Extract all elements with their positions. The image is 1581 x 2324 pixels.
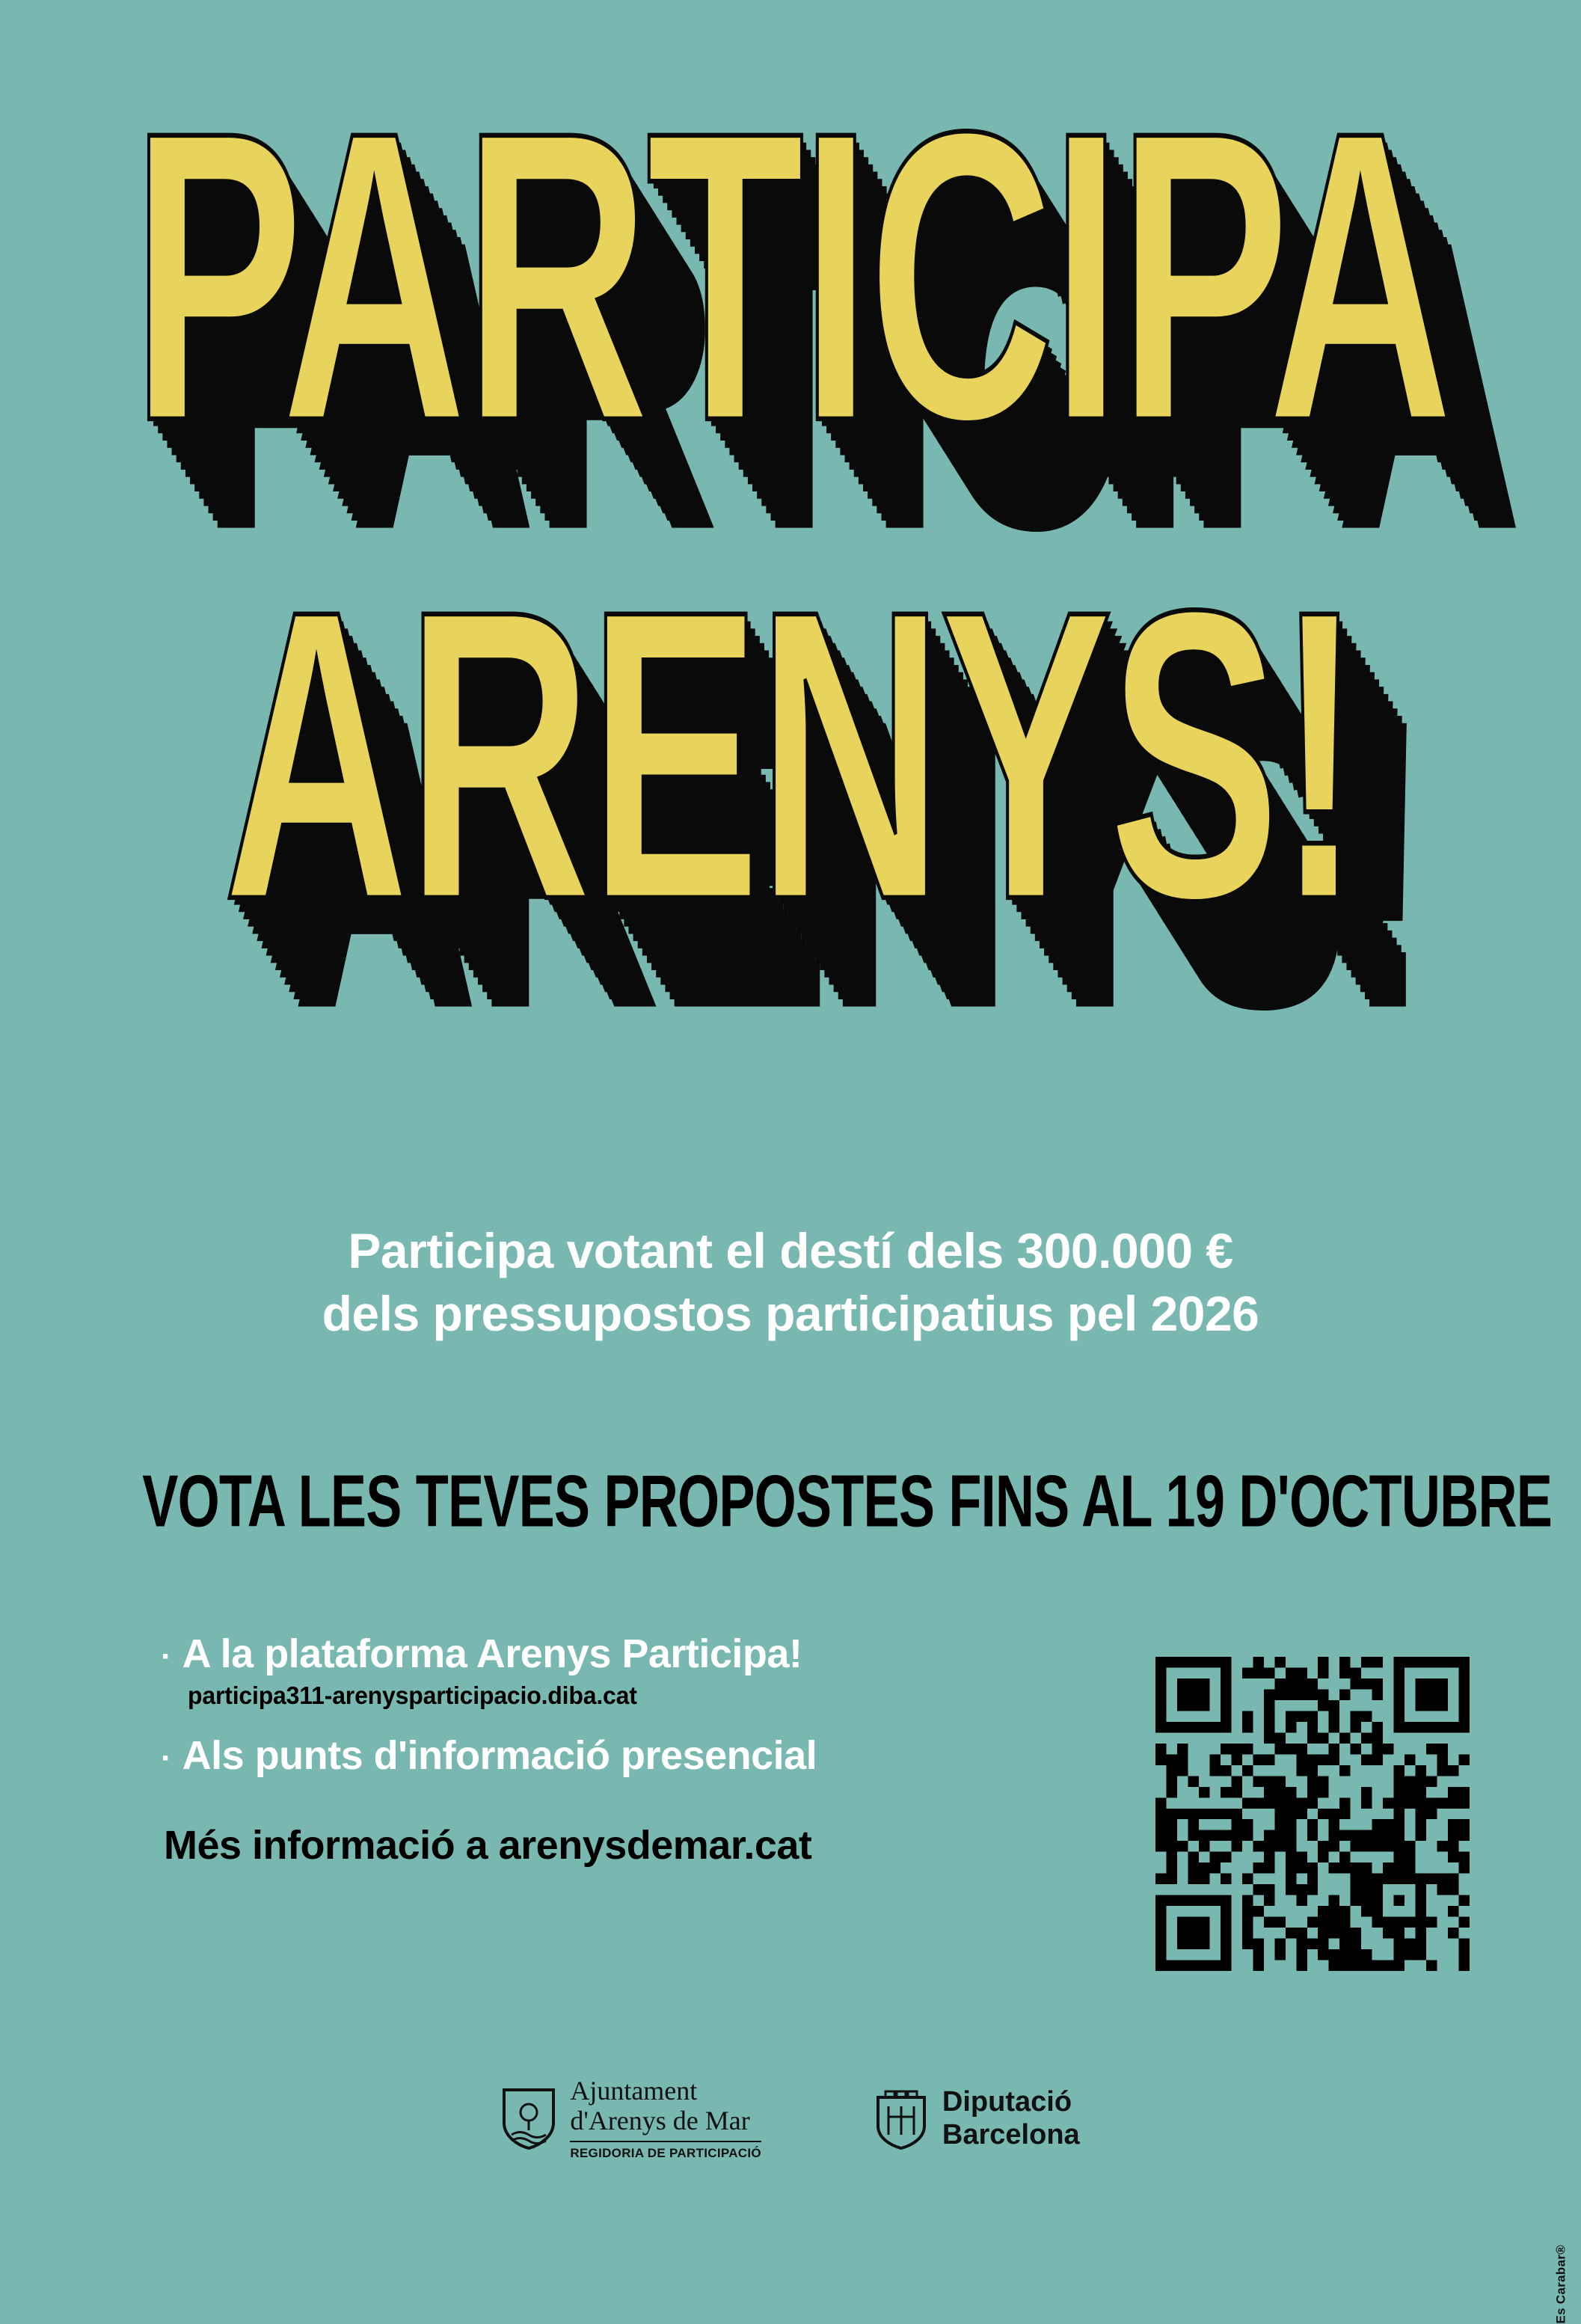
more-info-line: Més informació a arenysdemar.cat: [164, 1823, 812, 1868]
deadline-line: VOTA LES TEVES PROPOSTES FINS AL 19 D'OCTUBRE: [142, 1459, 1553, 1542]
logo-line-1: Ajuntament: [570, 2076, 698, 2106]
channels-block: [161, 1631, 1103, 1868]
subtitle-line-2: dels pressupostos participatius pel 2026: [322, 1286, 1259, 1342]
headline-block: [0, 46, 1581, 1189]
qr-code[interactable]: [1155, 1657, 1470, 1971]
side-credit: Es Carabar®: [1554, 2245, 1568, 2324]
footer-logos: [0, 2076, 1581, 2161]
logo-subline: REGIDORIA DE PARTICIPACIÓ: [570, 2141, 761, 2161]
qr-code-canvas[interactable]: [1155, 1657, 1470, 1971]
subtitle-block: [0, 1219, 1581, 1346]
bullet-icon: ·: [161, 1740, 172, 1776]
diputacio-barcelona-crest-icon: [874, 2087, 929, 2150]
logo-line-2: Barcelona: [942, 2118, 1080, 2150]
bullet-icon: ·: [161, 1638, 172, 1675]
logo-line-2: d'Arenys de Mar: [570, 2106, 750, 2136]
logo-ajuntament-text: [570, 2076, 761, 2161]
logo-diputacio-text: [942, 2085, 1080, 2151]
list-item: [161, 1732, 1103, 1779]
arenys-de-mar-crest-icon: [501, 2087, 556, 2150]
headline-line-2: ARENYS!: [223, 525, 1358, 987]
logo-ajuntament-arenys: [501, 2076, 761, 2161]
channel-label-platform: A la plataforma Arenys Participa!: [182, 1631, 802, 1676]
headline-line-1: PARTICIPA: [131, 46, 1450, 508]
platform-url[interactable]: participa311-arenysparticipacio.diba.cat: [188, 1681, 637, 1709]
logo-diputacio-barcelona: [874, 2085, 1080, 2151]
channel-label-in-person: Als punts d'informació presencial: [182, 1733, 817, 1778]
logo-line-1: Diputació: [942, 2085, 1072, 2118]
subtitle-line-1: Participa votant el destí dels 300.000 €: [348, 1223, 1233, 1278]
list-item: [161, 1631, 1103, 1677]
